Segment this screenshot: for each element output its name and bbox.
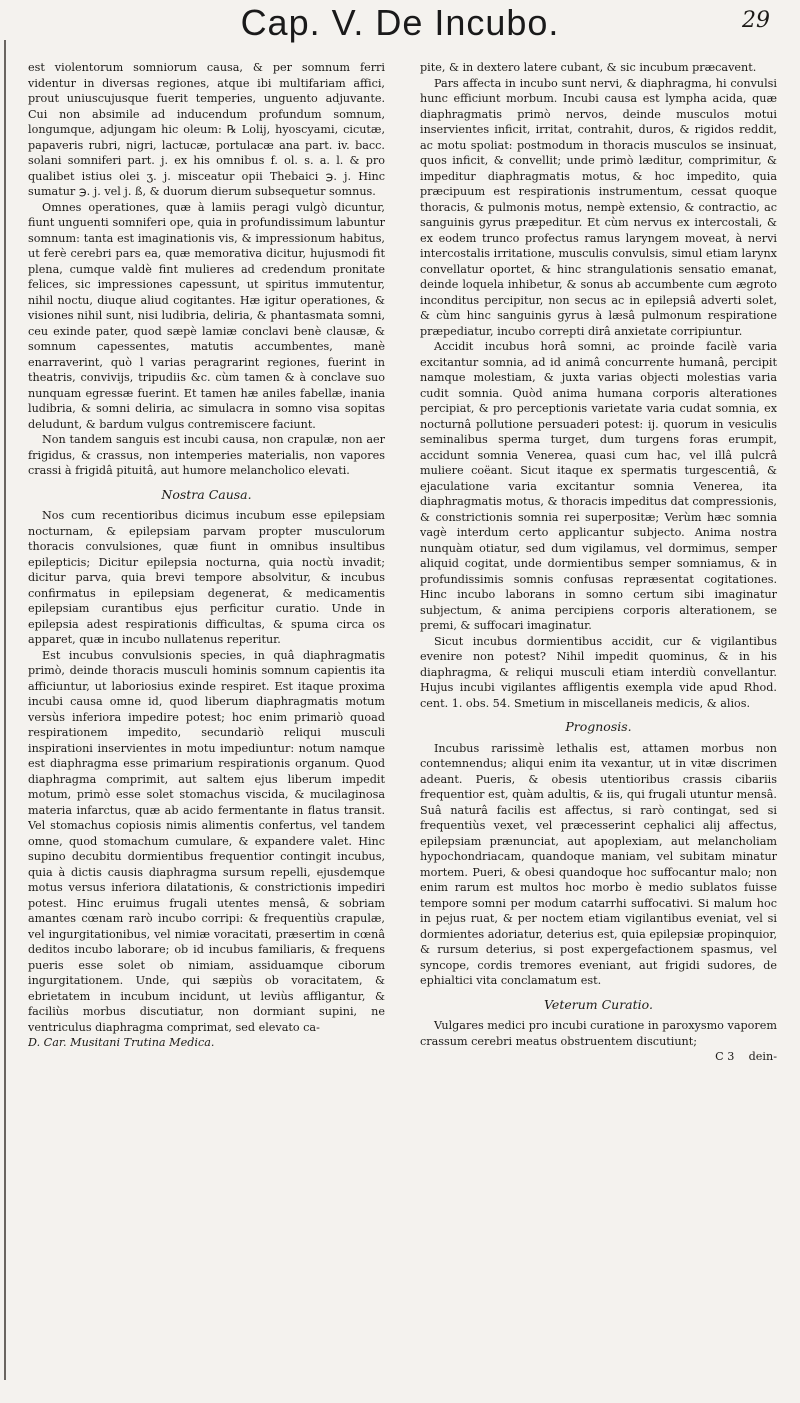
left-column <box>28 60 385 1390</box>
paragraph: Incubus rarissimè lethalis est, attamen morbus non contemnendus; aliqui enim ita vexantur, ut in vitæ discrimen adeant. Pueris, & obesis utentioribus crassis cibariis frequentior est, quàm adultis, & iis, qui frugali utuntur mensâ. Suâ naturâ facilis est affectus, si rarò contingat, sed si frequentiùs vexet, vel præcesserint cephalici alij affectus, epilepsiam prænunciat, aut apoplexiam, aut melancholiam hypochondriacam, quandoque maniam, vel subitam minatur mortem. Pueri, & obesi quandoque hoc suffocantur malo; non enim rarum est multos hoc morbo è medio sublatos fuisse tempore somni per modum catarrhi suffocativi. Si malum hoc in pejus ruat, & per noctem etiam vigilantibus eveniat, vel si dormientes adoriatur, deterius est, quia epilepsiæ propinquior, & rursum deterius, si post expergefactionem spasmus, vel syncope, cordis tremores eveniant, aut frigidi sudores, de ephialtici vita conclamatum est. <box>420 741 777 987</box>
signature-mark: D. Car. Musitani Trutina Medica. <box>28 1036 215 1049</box>
section-heading: Prognosis. <box>565 719 632 734</box>
paragraph: pite, & in dextero latere cubant, & sic incubum præcavent. <box>420 61 757 74</box>
catchword: dein- <box>748 1050 777 1063</box>
page-number: 29 <box>742 8 770 33</box>
section-heading: Nostra Causa. <box>161 486 252 502</box>
paragraph: Accidit incubus horâ somni, ac proinde facilè varia excitantur somnia, ad id animâ concurrente humanâ, percipit namque molestiam, & juxta varias objecti molestias varia cudit somnia. Quòd anima humana corporis alterationes percipiat, & pro perceptionis varietate varia cudat somnia, ex nocturnâ pollutione persuaderi potest: ij. quorum in vesiculis seminalibus sperma turget, dum turgens foras erumpit, accidunt somnia Venerea, quasi cum hac, vel illâ pulcrâ muliere coëant. Sicut itaque ex spermatis turgescentiâ, & ejaculatione varia excitantur somnia Venerea, ita diaphragmatis motus, & thoracis impeditus dat compressionis, & constrictionis somnia rei superpositæ; Verùm hæc somnia vagè interdum certo applicantur subjecto. Anima nostra nunquàm otiatur, sed dum vigilamus, vel dormimus, semper aliquid cogitat, unde dormientibus semper somniamus, & in profundissimis somnis confusas repræsentat cogitationes. Hinc incubo laborans in somno certum sibi imaginatur subjectum, & anima percipiens corporis alterationem, se premi, & suffocari imaginatur. <box>420 340 777 632</box>
paragraph: Est incubus convulsionis species, in quâ diaphragmatis primò, deinde thoracis musculi hominis somnum capientis ita afficiuntur, ut laboriosius exinde respiret. Est itaque proxima incubi causa omne id, quod liberum diaphragmatis motum versùs inferiora impedire potest; hoc enim primariò quoad respirationem impedito, secundariò reliqui musculi inspirationi inservientes in motu impediuntur: notum namque est diaphragma esse primarium respirationis organum. Quod diaphragma comprimit, aut saltem ejus liberum impedit motum, primò esse solet stomachus viscida, & mucilaginosa materia infarctus, quæ ab acido fermentante in flatus transit. Vel stomachus copiosis nimis alimentis confertus, vel tandem omne, quod stomachum cumulare, & expandere valet. Hinc supino decubitu dormientibus frequentior contingit incubus, quia à dictis causis diaphragma sursum repelli, ejusdemque motus versus inferiora dilatationis, & constrictionis impediri potest. Hinc eruimus frugali utentes mensâ, & sobriam amantes cœnam rarò incubo corripi: & frequentiùs crapulæ, vel ingurgitationibus, vel nimiæ voracitati, præsertim in cœnâ deditos incubo laborare; ob id incubus familiaris, & frequens pueris esse solet ob nimiam, assiduamque ciborum ingurgitationem. Unde, qui sæpiùs ob voracitatem, & ebrietatem in incubum incidunt, ut leviùs affligantur, & faciliùs morbus discutiatur, non dormiant supini, ne ventriculus diaphragma comprimat, sed elevato ca- <box>28 648 385 1034</box>
paragraph: Vulgares medici pro incubi curatione in paroxysmo vaporem crassum cerebri meatus obstruentem discutiunt; <box>420 1019 777 1048</box>
signature-mark: C 3 <box>715 1050 735 1063</box>
paragraph: Sicut incubus dormientibus accidit, cur & vigilantibus evenire non potest? Nihil impedit quominus, & in his diaphragma, & reliqui musculi etiam interdiù convellantur. Hujus incubi vigilantes affligentis exempla vide apud Rhod. cent. 1. obs. 54. Smetium in miscellaneis medicis, & alios. <box>420 634 777 710</box>
running-header <box>0 2 800 50</box>
right-column <box>420 60 777 1390</box>
paragraph: Pars affecta in incubo sunt nervi, & diaphragma, hi convulsi hunc efficiunt morbum. Incubi causa est lympha acida, quæ diaphragmatis primò nervos, deinde musculos motui inservientes inficit, irritat, contrahit, duros, & rigidos reddit, ac motu spoliat: postmodum in thoracis musculos se insinuat, quos inficit, & convellit; unde primò læditur, comprimitur, & impeditur diaphragmatis motus, & hoc impedito, quia præcipuum est respirationis instrumentum, cessat quoque thoracis, & pulmonis motus, nempè extensio, & contractio, ac sanguinis gyrus præpeditur. Et cùm nervus ex intercostali, & ex eodem trunco profectus ramus laryngem moveat, à nervi intercostalis irritatione, musculis convulsis, simul etiam larynx convellatur oportet, & hinc strangulationis sensatio emanat, deinde loquela inhibetur, & sonus ab accumbente cum ægroto inconditus percipitur, non secus ac in epilepsiâ adverti solet, & cùm hinc sanguinis gyrus à læsâ pulmonum respiratione præpediatur, incubo correpti dirâ anxietate corripiuntur. <box>420 76 777 338</box>
paragraph: Non tandem sanguis est incubi causa, non crapulæ, non aer frigidus, & crassus, non intemperies materialis, non vapores crassi à frigidâ pituitâ, aut humore melancholico elevati. <box>28 433 385 477</box>
paragraph: Omnes operationes, quæ à lamiis peragi vulgò dicuntur, fiunt unguenti somniferi ope, quia in profundissimum labuntur somnum: tanta est imaginationis vis, & impressionum habitus, ut ferè cerebri pars ea, quæ memorativa dicitur, hujusmodi fit plena, cumque valdè fint mulieres ad credendum pronitate felices, sic impressiones capessunt, ut spiritus immutentur, nihil noctu, diuque aliud cogitantes. Hæ igitur operationes, & visiones nihil sunt, nisi ludibria, deliria, & phantasmata somni, ceu exinde pater, quod sæpè lamiæ conclavi benè clausæ, & somnum capessentes, matutis accumbentes, manè enarraverint, quò l varias peragrarint regiones, fuerint in theatris, convivijs, tripudiis &c. cùm tamen & à conclave suo nunquam egressæ fuerint. Et tamen hæ aniles fabellæ, inania ludibria, & somni deliria, ac simulacra in somno visa sopitas deludunt, & bardum vulgus contremiscere faciunt. <box>28 200 385 431</box>
section-heading: Veterum Curatio. <box>544 996 653 1012</box>
chapter-title: Cap. V. De Incubo. <box>240 2 560 43</box>
page-footer <box>420 1049 777 1065</box>
paragraph: Nos cum recentioribus dicimus incubum esse epilepsiam nocturnam, & epilepsiam parvam propter musculorum thoracis convulsiones, quæ fiunt in omnibus insultibus epilepticis; Dicitur epilepsia nocturna, quia noctù invadit; dicitur parva, quia brevi tempore absolvitur, & incubus confirmatus in epilepsiam degenerat, & medicamentis epilepsiam curantibus ejus perficitur curatio. Unde in epilepsia adest respirationis difficultas, & spuma circa os apparet, quæ in incubo nullatenus reperitur. <box>28 509 385 646</box>
paragraph: est violentorum somniorum causa, & per somnum ferri videntur in diversas regiones, atque ibi multifariam affici, prout uniuscujusque fuerit temperies, unguento adjuvante. Cui non absimile ad inducendum profundum somnum, longumque, adjungam hic oleum: ℞ Lolij, hyoscyami, cicutæ, papaveris rubri, nigri, lactucæ, portulacæ ana part. iv. bacc. solani somniferi part. j. ex his omnibus f. ol. s. a. l. & pro qualibet istius olei ʒ. j. misceatur opii Thebaici ℈. j. Hinc sumatur ℈. j. vel j. ß, & duorum dierum subsequetur somnus. <box>28 61 385 198</box>
gutter-shadow <box>4 40 6 1380</box>
